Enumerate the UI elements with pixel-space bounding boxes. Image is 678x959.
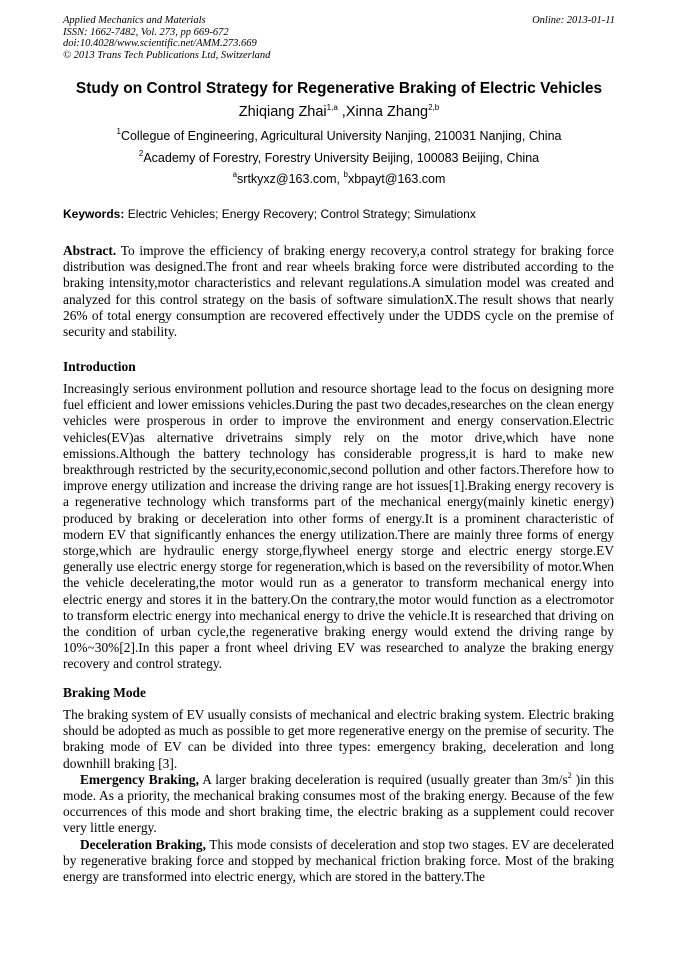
affiliation-2-sup: 2 xyxy=(138,149,144,158)
emergency-braking-sup: 2 xyxy=(567,770,572,780)
keywords-label: Keywords: xyxy=(63,207,125,221)
introduction-heading: Introduction xyxy=(63,359,136,374)
issn-line: ISSN: 1662-7482, Vol. 273, pp 669-672 xyxy=(63,26,229,38)
braking-mode-paragraph-1: The braking system of EV usually consists of mechanical and electric braking system. Electric braking should be adopted as much as possible to get more regenerative energy on the premise of security. The braking mode of EV can be divided into three types: emergency braking, deceleration and long downhill braking [3]. xyxy=(63,707,614,771)
copyright-line: © 2013 Trans Tech Publications Ltd, Switzerland xyxy=(63,49,271,61)
affiliation-1 xyxy=(40,129,638,143)
deceleration-braking-paragraph xyxy=(63,837,614,886)
affiliation-1-text: Collegue of Engineering, Agricultural University Nanjing, 210031 Nanjing, China xyxy=(120,129,562,143)
email-a-sup: a xyxy=(232,170,238,179)
braking-mode-heading: Braking Mode xyxy=(63,685,146,700)
emergency-braking-label: Emergency Braking, xyxy=(80,771,199,787)
author-separator: , xyxy=(337,104,346,120)
email-b: xbpayt@163.com xyxy=(347,172,446,186)
emergency-braking-paragraph xyxy=(63,772,614,837)
braking-mode-body xyxy=(63,707,614,885)
keywords xyxy=(63,207,623,221)
affiliation-1-sup: 1 xyxy=(116,127,121,136)
email-b-sup: b xyxy=(343,170,348,179)
deceleration-braking-label: Deceleration Braking, xyxy=(80,836,206,852)
affiliation-2-text: Academy of Forestry, Forestry University Beijing, 100083 Beijing, China xyxy=(143,151,540,165)
keywords-text: Electric Vehicles; Energy Recovery; Control Strategy; Simulationx xyxy=(124,207,476,221)
author-2: Xinna Zhang xyxy=(345,104,429,120)
author-1: Zhiqiang Zhai xyxy=(238,104,327,120)
journal-name: Applied Mechanics and Materials xyxy=(63,15,206,26)
email-a: srtkyxz@163.com, xyxy=(237,172,344,186)
introduction-text: Increasingly serious environment pollution and resource shortage lead to the focus on designing more fuel efficient and lower emissions vehicles.During the past two decades,researches on the clean energy vehicles were prosperous in order to improve the environment and energy conservation.Electric vehicles(EV)as alternative drivetrains simply rely on the motor drive,which have none emissions.Although the battery technology has considerable progress,it is hard to make new breakthrough restricted by the security,economic,second pollution and other factors.Therefore how to improve energy utilization and increase the driving range are hot issues[1].Braking energy recovery is a regenerative technology which transforms part of the mechanical energy(mainly kinetic energy) produced by braking or deceleration into other forms of energy.It is a prominent characteristic of modern EV that significantly enhances the energy utilization.There are mainly three forms of energy storge,which are hydraulic energy storge,flywheel energy storge and electric energy storge.EV generally use electric energy storge for regeneration,which is based on the reversibility of motor.When the vehicle decelerating,the motor would run as a generator to transform mechanical energy into electric energy and stores it in the battery.On the contrary,the motor would function as a electromotor to transform electric energy into mechanical energy to drive the vehicle.It is researched that driving on the condition of urban cycle,the regenerative braking energy would extend the driving range by 10%~30%[2].In this paper a front wheel driving EV was researched to analyze the braking energy recovery and control strategy. xyxy=(63,381,614,672)
journal-header xyxy=(63,15,615,61)
introduction-body xyxy=(63,381,614,673)
email-line xyxy=(40,172,638,186)
abstract xyxy=(63,243,614,340)
online-date: Online: 2013-01-11 xyxy=(532,15,615,26)
emergency-braking-text-a: A larger braking deceleration is required (usually greater than 3m/s xyxy=(198,771,568,787)
deceleration-braking-text: This mode consists of deceleration and stop two stages. EV are decelerated by regenerative braking force and stopped by mechanical friction braking force. Most of the braking energy are transformed into electric energy, which are stored in the battery.The xyxy=(63,836,614,885)
paper-title: Study on Control Strategy for Regenerative Braking of Electric Vehicles xyxy=(75,80,603,97)
author-2-sup: 2,b xyxy=(428,103,440,112)
abstract-label: Abstract. xyxy=(63,243,117,258)
abstract-text: To improve the efficiency of braking energy recovery,a control strategy for braking force distribution was designed.The front and rear wheels braking force were distributed according to the braking intensity,motor characteristics and relevant regulations.A simulation model was created and analyzed for this control strategy on the basis of software simulationX.The result shows that nearly 26% of total energy consumption are recovered effectively under the UDDS cycle on the premise of security and stability. xyxy=(63,243,614,340)
author-line xyxy=(40,104,638,120)
doi-line: doi:10.4028/www.scientific.net/AMM.273.669 xyxy=(63,38,257,50)
affiliation-2 xyxy=(40,151,638,165)
emergency-braking-text-b: )in this mode. As a priority, the mechanical braking consumes most of the braking energy. Because of the few occurrences of this mode and short braking time, the electric braking as a supplement could recover very little energy. xyxy=(63,771,615,836)
author-1-sup: 1,a xyxy=(326,103,338,112)
